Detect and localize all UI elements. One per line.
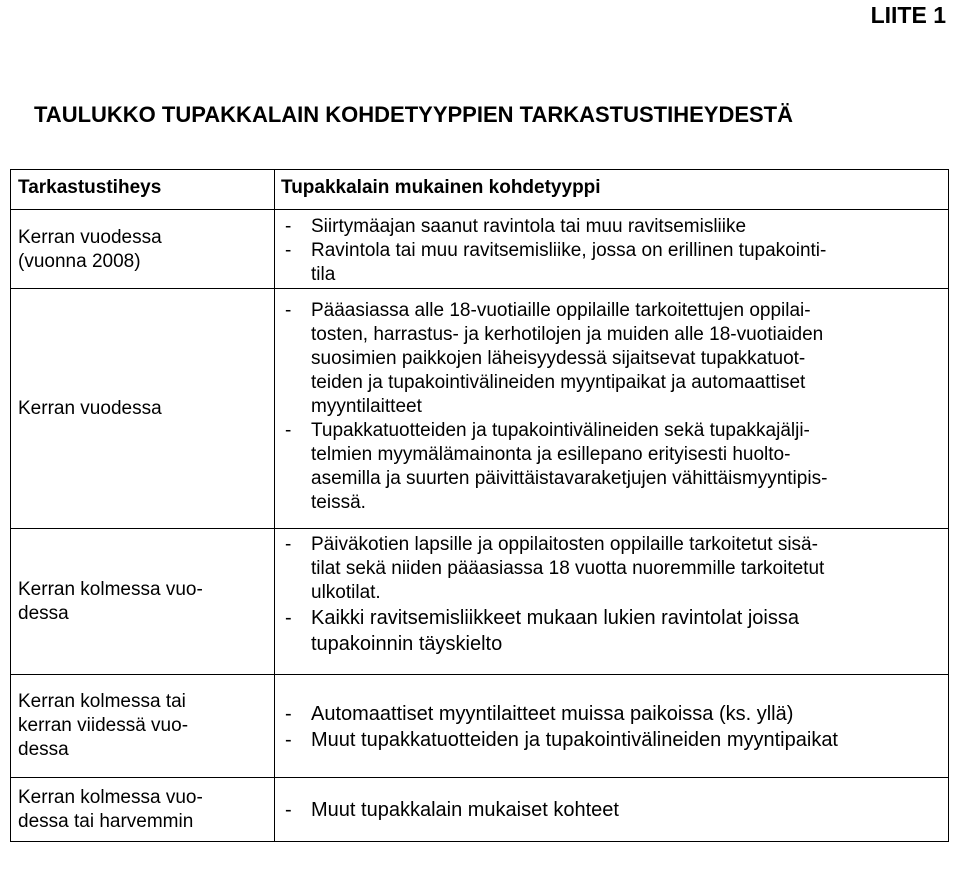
item-line: ulkotilat. (311, 582, 381, 603)
item-line: - Tupakkatuotteiden ja tupakointivälineiden sekä tupakkajälji- (311, 420, 810, 441)
frequency-line: dessa tai harvemmin (18, 810, 194, 832)
item-line: - Ravintola tai muu ravitsemisliike, jossa on erillinen tupakointi- (311, 240, 827, 261)
frequency-line: dessa (18, 739, 69, 760)
item-line: teissä. (311, 492, 366, 513)
frequency-cell (11, 675, 275, 778)
target-cell (275, 778, 949, 842)
appendix-label: LIITE 1 (870, 2, 946, 28)
table-header-row (11, 170, 949, 210)
frequency-line: Kerran vuodessa (18, 227, 162, 248)
table-row (11, 289, 949, 529)
item-line: - Päiväkotien lapsille ja oppilaitosten oppilaille tarkoitetut sisä- (311, 534, 818, 555)
item-line: tosten, harrastus- ja kerhotilojen ja muiden alle 18-vuotiaiden (311, 324, 824, 345)
item-line: tupakoinnin täyskielto (311, 633, 503, 655)
frequency-cell (11, 210, 275, 289)
list-item (281, 215, 948, 239)
target-cell (275, 529, 949, 675)
frequency-cell (11, 529, 275, 675)
list-item (281, 797, 948, 823)
item-line: - Siirtymäajan saanut ravintola tai muu ravitsemisliike (311, 216, 747, 237)
item-line: teiden ja tupakointivälineiden myyntipaikat ja automaattiset (311, 372, 806, 393)
list-item (281, 239, 948, 287)
inspection-frequency-table (10, 169, 949, 842)
header-target-type: Tupakkalain mukainen kohdetyyppi (275, 170, 949, 210)
list-item (281, 605, 948, 657)
frequency-line: kerran viidessä vuo- (18, 715, 189, 736)
item-line: - Muut tupakkalain mukaiset kohteet (311, 798, 619, 821)
header-frequency: Tarkastustiheys (11, 170, 275, 210)
frequency-line: (vuonna 2008) (18, 251, 141, 272)
target-cell (275, 675, 949, 778)
item-line: tila (311, 264, 336, 285)
item-line: telmien myymälämainonta ja esillepano erityisesti huolto- (311, 444, 791, 465)
list-item (281, 299, 948, 419)
item-line: myyntilaitteet (311, 396, 422, 417)
frequency-line: Kerran vuodessa (18, 397, 162, 419)
item-line: suosimien paikkojen läheisyydessä sijaitsevat tupakkatuot- (311, 348, 806, 369)
item-line: - Muut tupakkatuotteiden ja tupakointivälineiden myyntipaikat (311, 729, 838, 751)
frequency-line: Kerran kolmessa tai (18, 691, 186, 712)
item-line: - Pääasiassa alle 18-vuotiaille oppilaille tarkoitettujen oppilai- (311, 300, 811, 321)
table-row (11, 778, 949, 842)
target-cell (275, 289, 949, 529)
frequency-line: dessa (18, 602, 69, 624)
frequency-line: Kerran kolmessa vuo- (18, 786, 203, 808)
frequency-line: Kerran kolmessa vuo- (18, 578, 203, 600)
item-line: tilat sekä niiden pääasiassa 18 vuotta nuoremmille tarkoitetut (311, 558, 825, 579)
document-title: TAULUKKO TUPAKKALAIN KOHDETYYPPIEN TARKASTUSTIHEYDESTÄ (34, 102, 794, 127)
list-item (281, 701, 948, 727)
list-item (281, 727, 948, 753)
list-item (281, 419, 948, 515)
item-line: - Kaikki ravitsemisliikkeet mukaan lukien ravintolat joissa (311, 607, 799, 629)
table-row (11, 529, 949, 675)
item-line: - Automaattiset myyntilaitteet muissa paikoissa (ks. yllä) (311, 703, 794, 725)
item-line: asemilla ja suurten päivittäistavaraketjujen vähittäismyyntipis- (311, 468, 828, 489)
frequency-cell (11, 778, 275, 842)
table-row (11, 210, 949, 289)
table-row (11, 675, 949, 778)
target-cell (275, 210, 949, 289)
list-item (281, 533, 948, 605)
frequency-cell (11, 289, 275, 529)
